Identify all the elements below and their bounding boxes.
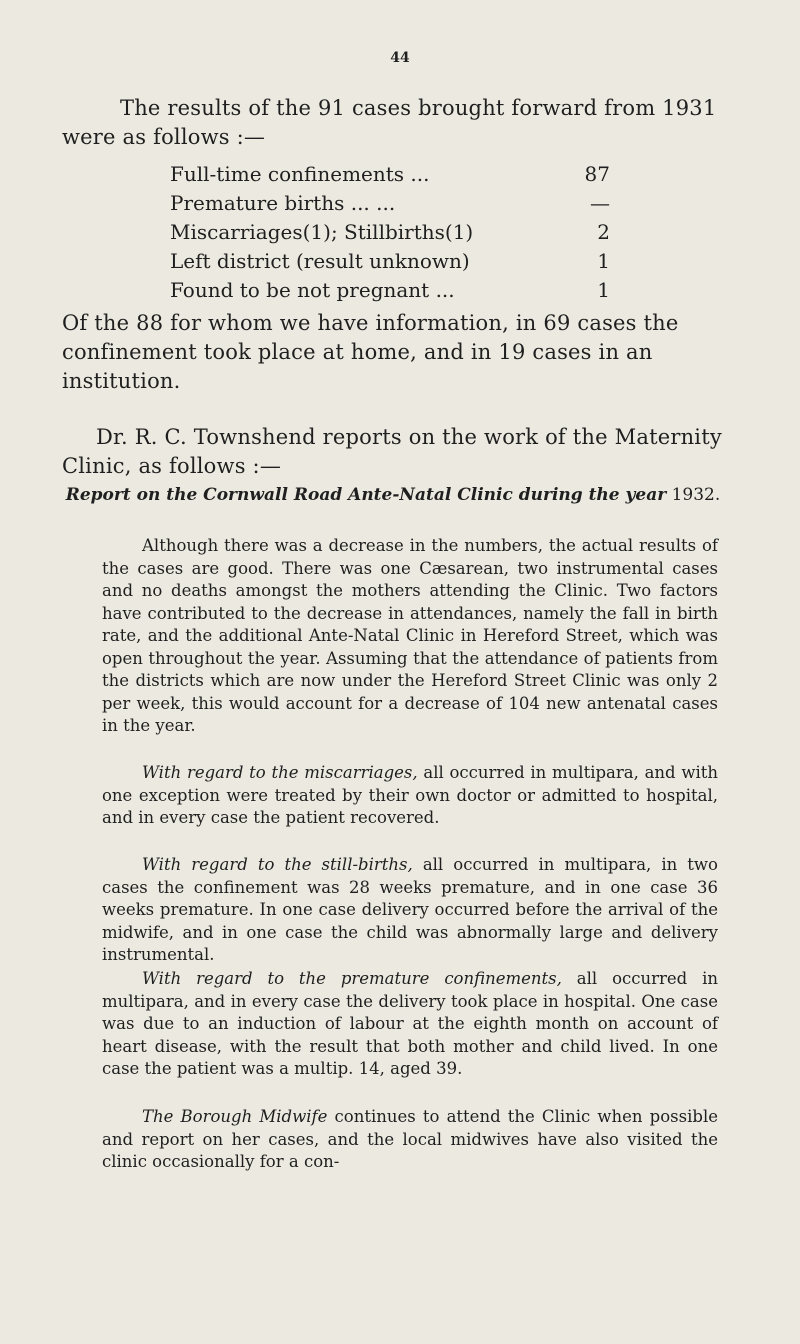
results-value: 87 (584, 162, 610, 186)
premature-paragraph (102, 968, 718, 1081)
clinic-intro-paragraph: Dr. R. C. Townshend reports on the work of the Maternity Clinic, as follows :— (62, 425, 722, 478)
results-label: Found to be not pregnant ... (170, 278, 455, 302)
premature-text: all occurred in multipara, and in every case the delivery took place in hospital. One case was due to an induction of labour at the eighth month on account of heart disease, with the result that both mother and child lived. In one case the patient was a multip. 14, aged 39. (102, 969, 718, 1078)
results-row (170, 160, 630, 189)
results-row (170, 276, 630, 305)
results-row (170, 189, 630, 218)
miscarriages-paragraph (102, 762, 718, 830)
results-table (170, 160, 630, 305)
intro-paragraph: The results of the 91 cases brought forward from 1931 were as follows :— (62, 96, 717, 149)
stillbirths-paragraph (102, 854, 718, 967)
results-label: Miscarriages(1); Stillbirths(1) (170, 220, 474, 244)
results-value: 1 (597, 278, 610, 302)
report-title-year: 1932. (671, 485, 721, 505)
premature-lead: With regard to the premature confinements, (142, 969, 562, 988)
decrease-paragraph: Although there was a decrease in the numbers, the actual results of the cases are good. There was one Cæsarean, two instrumental cases and no deaths amongst the mothers attending the Clinic. Two factors have contributed to the decrease in attendances, namely the fall in birth rate, and the additional Ante-Natal Clinic in Hereford Street, which was open throughout the year. Assuming that the attendance of patients from the districts which are now under the Hereford Street Clinic was only 2 per week, this would account for a decrease of 104 new antenatal cases in the year. (102, 536, 718, 735)
report-title (62, 483, 724, 508)
info-paragraph: Of the 88 for whom we have information, in 69 cases the confinement took place at home, and in 19 cases in an institution. (62, 311, 679, 393)
midwife-paragraph (102, 1106, 718, 1174)
stillbirths-lead: With regard to the still-births, (142, 855, 413, 874)
results-value: — (590, 191, 610, 215)
results-value: 2 (597, 220, 610, 244)
miscarriages-lead: With regard to the miscarriages, (142, 763, 418, 782)
results-row (170, 247, 630, 276)
midwife-lead: The Borough Midwife (142, 1107, 328, 1126)
miscarriages-text: all occurred in multipara, and with one exception were treated by their own doctor or admitted to hospital, and in every case the patient recovered. (102, 763, 719, 827)
report-title-text: Report on the Cornwall Road Ante-Natal Clinic during the year (65, 485, 667, 505)
results-value: 1 (597, 249, 610, 273)
results-row (170, 218, 630, 247)
stillbirths-text: all occurred in multipara, in two cases the confinement was 28 weeks premature, and in one case 36 weeks premature. In one case delivery occurred before the arrival of the midwife, and in one case the child was abnormally large and delivery instrumental. (102, 855, 718, 964)
results-label: Full-time confinements ... (170, 162, 430, 186)
results-label: Left district (result unknown) (170, 249, 470, 273)
results-label: Premature births ... ... (170, 191, 396, 215)
page-number: 44 (390, 50, 410, 66)
midwife-text: continues to attend the Clinic when possible and report on her cases, and the local midwives have also visited the clinic occasionally for a con- (102, 1107, 718, 1171)
